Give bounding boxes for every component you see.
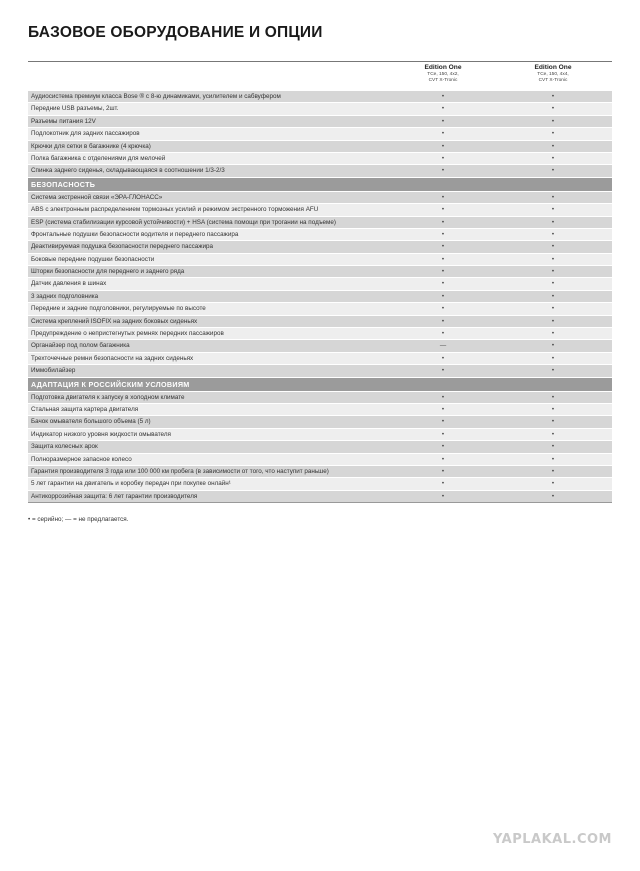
availability-mark: • [441, 354, 445, 362]
availability-mark: • [441, 255, 445, 263]
availability-mark: • [551, 317, 555, 325]
feature-label: Шторки безопасности для переднего и заднего ряда [31, 268, 185, 276]
group-russian-conditions [28, 391, 612, 503]
availability-mark: • [551, 193, 555, 201]
availability-mark: • [441, 206, 445, 214]
column-header-1 [388, 64, 498, 84]
feature-label: Иммобилайзер [31, 367, 76, 375]
table-row [28, 415, 612, 427]
column-header-2 [498, 64, 608, 84]
table-row [28, 216, 612, 228]
feature-label: Полка багажника с отделениями для мелочей [31, 154, 166, 162]
availability-mark: • [551, 305, 555, 313]
column-spec: CVT X-Tronic [538, 78, 568, 84]
feature-label: ABS с электронным распределением тормозных усилий и режимом экстренного торможения AFU [31, 206, 319, 214]
availability-mark: • [551, 105, 555, 113]
availability-mark: • [441, 154, 445, 162]
column-name: Edition One [534, 64, 572, 71]
availability-mark: • [551, 367, 555, 375]
availability-mark: • [551, 130, 555, 138]
availability-mark: • [551, 154, 555, 162]
group-safety [28, 191, 612, 377]
availability-mark: • [551, 418, 555, 426]
section-header-safety: БЕЗОПАСНОСТЬ [28, 177, 612, 191]
availability-mark: • [551, 354, 555, 362]
availability-mark: • [551, 342, 555, 350]
availability-mark: • [551, 230, 555, 238]
table-row [28, 240, 612, 252]
table-row [28, 453, 612, 465]
feature-label: Защита колесных арок [31, 443, 98, 451]
availability-mark: • [441, 330, 445, 338]
table-row [28, 115, 612, 127]
table-row [28, 490, 612, 502]
feature-label: Система экстренной связи «ЭРА-ГЛОНАСС» [31, 193, 163, 201]
feature-label: 5 лет гарантии на двигатель и коробку передач при покупке онлайн¹ [31, 480, 231, 488]
availability-mark: • [551, 467, 555, 475]
feature-label: Органайзер под полом багажника [31, 342, 130, 350]
table-row [28, 391, 612, 403]
availability-mark: • [441, 105, 445, 113]
feature-label: Полноразмерное запасное колесо [31, 455, 132, 463]
table-row [28, 364, 612, 376]
availability-mark: • [551, 167, 555, 175]
availability-mark: • [441, 443, 445, 451]
feature-label: Трехточечные ремни безопасности на задних сиденьях [31, 354, 194, 362]
table-row [28, 140, 612, 152]
availability-mark: • [551, 393, 555, 401]
availability-mark: • [441, 218, 445, 226]
availability-mark: • [551, 280, 555, 288]
availability-mark: • [441, 167, 445, 175]
availability-mark: • [441, 230, 445, 238]
feature-label: Крючки для сетки в багажнике (4 крючка) [31, 142, 151, 150]
table-row [28, 465, 612, 477]
availability-mark: • [441, 480, 445, 488]
availability-mark: • [441, 492, 445, 500]
availability-mark: • [441, 142, 445, 150]
group-comfort [28, 90, 612, 177]
availability-mark: • [551, 443, 555, 451]
table-row [28, 90, 612, 102]
feature-label: ESP (система стабилизации курсовой устойчивости) + HSA (система помощи при трогании на подъеме) [31, 218, 336, 226]
feature-label: Боковые передние подушки безопасности [31, 255, 155, 263]
feature-label: Датчик давления в шинах [31, 280, 107, 288]
table-row [28, 477, 612, 489]
availability-mark: • [441, 305, 445, 313]
availability-mark: • [551, 330, 555, 338]
feature-label: Подлокотник для задних пассажиров [31, 130, 140, 138]
table-row [28, 127, 612, 139]
table-row [28, 302, 612, 314]
table-row [28, 191, 612, 203]
availability-mark: • [441, 430, 445, 438]
table-row [28, 253, 612, 265]
table-row [28, 290, 612, 302]
feature-label: Спинка заднего сиденья, складывающаяся в соотношении 1/3-2/3 [31, 167, 225, 175]
availability-mark: • [551, 480, 555, 488]
table-row [28, 228, 612, 240]
equipment-table [28, 61, 612, 503]
availability-mark: • [441, 467, 445, 475]
watermark: YAPLAKAL.COM [493, 832, 612, 847]
section-header-russian-conditions: АДАПТАЦИЯ К РОССИЙСКИМ УСЛОВИЯМ [28, 377, 612, 391]
feature-label: Система креплений ISOFIX на задних боковых сиденьях [31, 317, 198, 325]
availability-mark: • [441, 193, 445, 201]
table-row [28, 403, 612, 415]
feature-label: Разъемы питания 12V [31, 117, 96, 125]
feature-label: Бачок омывателя большого объема (5 л) [31, 418, 151, 426]
availability-mark: • [551, 430, 555, 438]
table-row [28, 327, 612, 339]
page-title: БАЗОВОЕ ОБОРУДОВАНИЕ И ОПЦИИ [28, 24, 323, 41]
availability-mark: • [441, 292, 445, 300]
table-row [28, 277, 612, 289]
table-row [28, 315, 612, 327]
feature-label: Передние и задние подголовники, регулируемые по высоте [31, 305, 206, 313]
feature-label: Гарантия производителя 3 года или 100 000 км пробега (в зависимости от того, что наступит раньше) [31, 467, 329, 475]
feature-label: Деактивируемая подушка безопасности переднего пассажира [31, 243, 213, 251]
availability-mark: • [441, 317, 445, 325]
feature-label: Аудиосистема премиум класса Bose ® с 8-ю динамиками, усилителем и сабвуфером [31, 93, 281, 100]
availability-mark: • [551, 117, 555, 125]
availability-mark: • [551, 255, 555, 263]
availability-mark: • [551, 206, 555, 214]
feature-label: Стальная защита картера двигателя [31, 405, 139, 413]
table-header [28, 62, 612, 90]
availability-mark: • [441, 418, 445, 426]
availability-mark: • [441, 93, 445, 100]
column-name: Edition One [424, 64, 462, 71]
column-spec: TCe, 150, 4x2, [427, 72, 459, 78]
availability-mark: • [551, 405, 555, 413]
table-row [28, 352, 612, 364]
availability-mark: • [551, 292, 555, 300]
table-row [28, 440, 612, 452]
availability-mark: • [551, 218, 555, 226]
availability-mark: • [551, 268, 555, 276]
table-row [28, 102, 612, 114]
availability-mark: • [551, 243, 555, 251]
table-row [28, 428, 612, 440]
availability-mark: — [439, 342, 447, 350]
availability-mark: • [441, 455, 445, 463]
column-spec: TCe, 150, 4x4, [537, 72, 569, 78]
table-row [28, 164, 612, 176]
feature-label: Антикоррозийная защита: 6 лет гарантии производителя [31, 492, 198, 500]
availability-mark: • [441, 268, 445, 276]
column-spec: CVT X-Tronic [428, 78, 458, 84]
table-row [28, 265, 612, 277]
table-row [28, 339, 612, 351]
availability-mark: • [551, 492, 555, 500]
feature-label: Передние USB разъемы, 2шт. [31, 105, 119, 113]
availability-mark: • [441, 130, 445, 138]
feature-label: Предупреждение о непристегнутых ремнях передних пассажиров [31, 330, 224, 338]
availability-mark: • [551, 142, 555, 150]
availability-mark: • [551, 455, 555, 463]
availability-mark: • [441, 405, 445, 413]
availability-mark: • [441, 243, 445, 251]
feature-label: 3 задних подголовника [31, 292, 99, 300]
feature-label: Фронтальные подушки безопасности водителя и переднего пассажира [31, 230, 239, 238]
availability-mark: • [441, 393, 445, 401]
availability-mark: • [441, 280, 445, 288]
feature-label: Подготовка двигателя к запуску в холодном климате [31, 393, 185, 401]
table-row [28, 152, 612, 164]
availability-mark: • [441, 367, 445, 375]
feature-label: Индикатор низкого уровня жидкости омывателя [31, 430, 171, 438]
availability-mark: • [441, 117, 445, 125]
legend-note: • = серийно; — = не предлагается. [28, 516, 129, 523]
table-row [28, 203, 612, 215]
availability-mark: • [551, 93, 555, 100]
